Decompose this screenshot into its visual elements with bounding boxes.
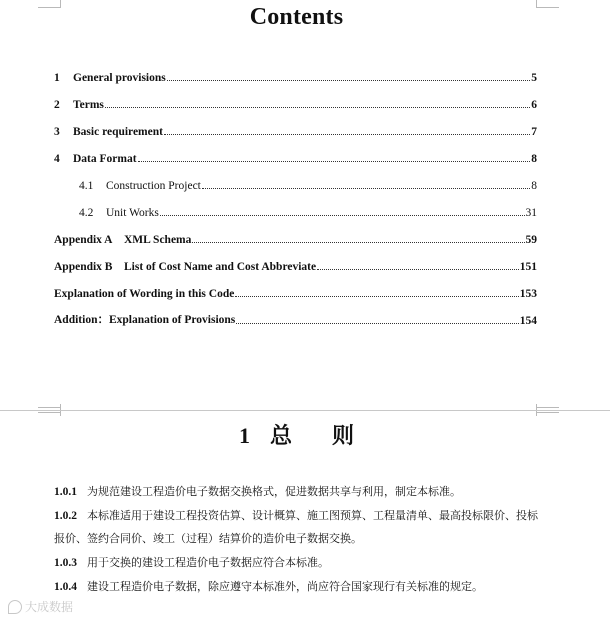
toc-entry-page: 7 bbox=[531, 126, 537, 138]
toc-entry-page: 8 bbox=[531, 153, 537, 165]
toc-entry-title: Explanation of Wording in this Code bbox=[54, 288, 235, 300]
toc-entry-title: Appendix B List of Cost Name and Cost Abbreviate bbox=[54, 261, 317, 273]
toc-entry-title: Unit Works bbox=[106, 207, 159, 219]
toc-entry[interactable] bbox=[54, 311, 537, 327]
chapter-title-part1: 总 bbox=[269, 423, 292, 448]
clause-number: 1.0.4 bbox=[54, 581, 77, 593]
clause-text: 建设工程造价电子数据，除应遵守本标准外，尚应符合国家现行有关标准的规定。 bbox=[87, 580, 483, 593]
clause-1-0-2 bbox=[54, 504, 544, 550]
toc-dot-leader bbox=[235, 295, 518, 297]
toc-entry-title: Appendix A XML Schema bbox=[54, 234, 192, 246]
toc-entry-title: Terms bbox=[73, 99, 104, 111]
toc-entry[interactable] bbox=[79, 176, 537, 192]
toc-entry-page: 31 bbox=[525, 207, 537, 219]
toc-dot-leader bbox=[236, 322, 518, 324]
toc-entry-title: General provisions bbox=[73, 72, 166, 84]
clause-text: 本标准适用于建设工程投资估算、设计概算、施工图预算、工程量清单、最高投标限价、投标报价、签约合同价、竣工（过程）结算价的造价电子数据交换。 bbox=[54, 509, 538, 545]
toc-entry[interactable] bbox=[54, 122, 537, 138]
toc-entry[interactable] bbox=[54, 149, 537, 165]
toc-dot-leader bbox=[202, 187, 530, 189]
toc-entry-title: Data Format bbox=[73, 153, 137, 165]
watermark-text: 大成数据 bbox=[25, 600, 74, 614]
toc-entry-title: Construction Project bbox=[106, 180, 201, 192]
toc-entry[interactable] bbox=[54, 230, 537, 246]
toc-entry-page: 59 bbox=[525, 234, 537, 246]
toc-entry[interactable] bbox=[54, 257, 537, 273]
toc-entry[interactable] bbox=[54, 95, 537, 111]
toc-entry[interactable] bbox=[54, 284, 537, 300]
toc-dot-leader bbox=[164, 133, 530, 135]
chapter-title-part2: 则 bbox=[332, 423, 355, 448]
toc-entry-number: 4 bbox=[54, 153, 60, 165]
toc-entry-number: 2 bbox=[54, 99, 60, 111]
toc-entry[interactable] bbox=[79, 203, 537, 219]
toc-dot-leader bbox=[138, 160, 531, 162]
toc-entry-number: 4.2 bbox=[79, 207, 94, 219]
clause-number: 1.0.1 bbox=[54, 486, 77, 498]
toc-dot-leader bbox=[192, 241, 524, 243]
page-break bbox=[0, 410, 610, 411]
toc-title: Contents bbox=[249, 4, 344, 30]
toc-entry-page: 153 bbox=[519, 288, 537, 300]
toc-entry-page: 154 bbox=[519, 315, 537, 327]
toc-entry-number: 4.1 bbox=[79, 180, 94, 192]
page-corner-mark bbox=[536, 404, 559, 413]
clause-number: 1.0.2 bbox=[54, 510, 77, 522]
toc-entry-page: 5 bbox=[531, 72, 537, 84]
clause-1-0-1 bbox=[54, 480, 544, 503]
toc-entry-page: 6 bbox=[531, 99, 537, 111]
watermark bbox=[8, 598, 73, 615]
chapter-number: 1 bbox=[238, 423, 250, 448]
clause-text: 用于交换的建设工程造价电子数据应符合本标准。 bbox=[87, 556, 329, 569]
toc-dot-leader bbox=[105, 106, 530, 108]
toc-entry-number: 1 bbox=[54, 72, 60, 84]
toc-entry-number: 3 bbox=[54, 126, 60, 138]
clause-1-0-3 bbox=[54, 551, 544, 574]
clause-text: 为规范建设工程造价电子数据交换格式，促进数据共享与利用，制定本标准。 bbox=[87, 485, 461, 498]
page-corner-mark bbox=[38, 404, 61, 413]
toc-entry[interactable] bbox=[54, 68, 537, 84]
toc-entry-title: Basic requirement bbox=[73, 126, 163, 138]
toc-dot-leader bbox=[167, 79, 530, 81]
toc-entry-title: Addition：Explanation of Provisions bbox=[54, 314, 236, 326]
toc-entry-page: 151 bbox=[519, 261, 537, 273]
watermark-logo-icon bbox=[8, 600, 22, 614]
clause-number: 1.0.3 bbox=[54, 557, 77, 569]
chapter-title bbox=[0, 419, 593, 450]
toc-dot-leader bbox=[317, 268, 519, 270]
toc-entry-page: 8 bbox=[531, 180, 537, 192]
clause-1-0-4 bbox=[54, 575, 544, 598]
toc-dot-leader bbox=[160, 214, 525, 216]
